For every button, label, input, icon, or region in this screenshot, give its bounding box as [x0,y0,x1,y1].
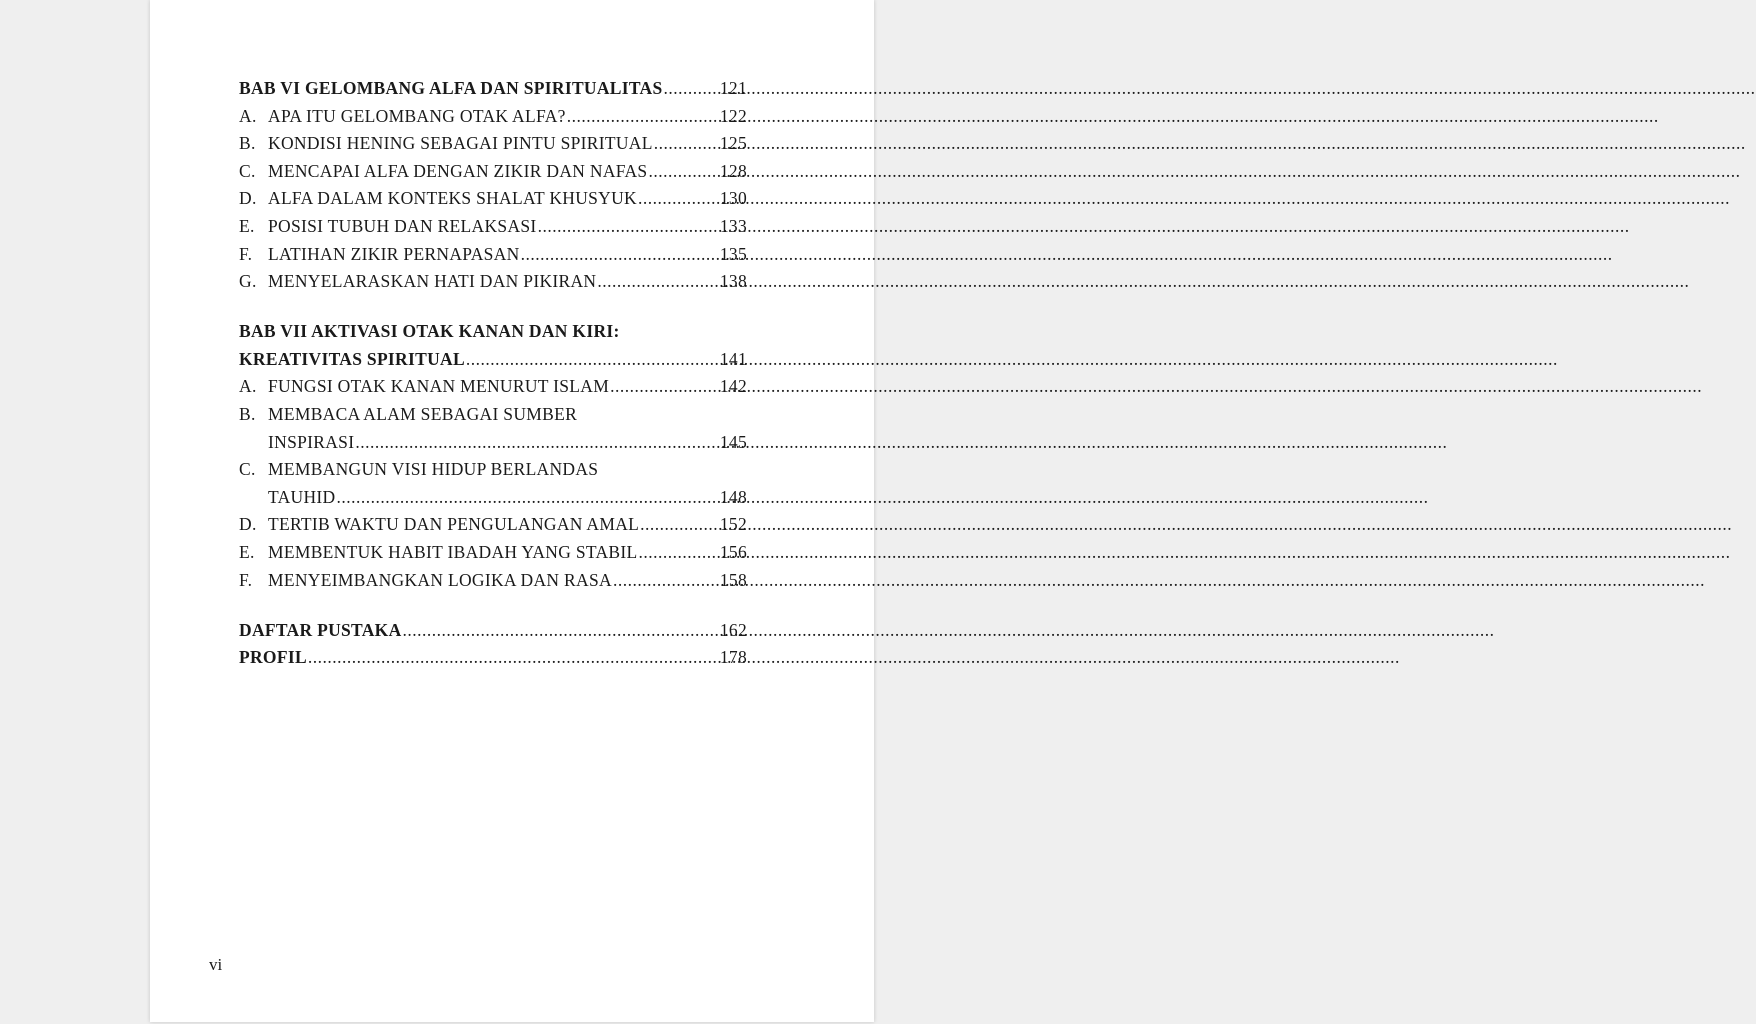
page-reference: 162 [719,619,747,640]
item-letter: B. [239,133,256,154]
item-letter: C. [239,160,256,181]
page-reference: 128 [719,160,747,181]
toc-chapter [239,318,747,594]
chapter-title: PROFIL [239,647,307,668]
page-reference: 138 [719,271,747,292]
page-reference: 142 [719,376,747,397]
chapter-title: KREATIVITAS SPIRITUAL [239,348,465,369]
item-letter: E. [239,215,255,236]
item-letter: F. [239,243,253,264]
toc-entry [239,539,747,567]
item-letter: D. [239,514,257,535]
section-title: INSPIRASI [268,431,355,452]
toc-entry [239,130,747,158]
toc-entry [239,158,747,186]
page-reference: 156 [719,542,747,562]
page-reference: 121 [719,78,747,98]
toc-entry [239,185,747,213]
toc-entry [239,268,747,296]
item-letter: D. [239,188,257,209]
dot-leader [654,130,719,158]
section-title: MENYELARASKAN HATI DAN PIKIRAN [268,271,597,292]
section-title: TERTIB WAKTU DAN PENGULANGAN AMAL [268,514,640,535]
chapter-title: BAB VII AKTIVASI OTAK KANAN DAN KIRI: [239,321,620,342]
section-title: MENCAPAI ALFA DENGAN ZIKIR DAN NAFAS [268,160,648,181]
item-letter: C. [239,459,256,480]
dot-leader [521,241,719,269]
dot-leader [613,567,719,595]
page-reference: 152 [719,514,747,535]
page-reference: 141 [719,348,747,369]
toc-chapter [239,617,747,645]
page-reference: 133 [719,215,747,236]
page-reference: 148 [719,486,747,507]
dot-leader [336,484,718,512]
dot-leader [610,373,719,401]
toc-entry [239,429,747,457]
section-title: MENYEIMBANGKAN LOGIKA DAN RASA [268,569,612,590]
toc-entry [239,567,747,595]
chapter-title: BAB VI GELOMBANG ALFA DAN SPIRITUALITAS [239,78,663,98]
toc-entry [239,511,747,539]
toc-entry [239,401,747,429]
page-reference: 122 [719,105,747,126]
item-letter: A. [239,105,257,126]
toc-chapter [239,644,747,672]
book-page [150,0,874,1022]
page-reference: 178 [719,647,747,668]
dot-leader [538,213,719,241]
section-title: ALFA DALAM KONTEKS SHALAT KHUSYUK [268,188,637,209]
toc-entry [239,103,747,131]
toc-entry [239,456,747,484]
chapter-heading [239,75,747,103]
section-title: MEMBACA ALAM SEBAGAI SUMBER [268,404,578,425]
dot-leader [648,158,718,186]
page-reference: 130 [719,188,747,209]
toc-entry [239,213,747,241]
toc-entry [239,484,747,512]
section-title: POSISI TUBUH DAN RELAKSASI [268,215,537,236]
section-title: KONDISI HENING SEBAGAI PINTU SPIRITUAL [268,133,653,154]
chapter-heading [239,318,747,346]
section-title: MEMBANGUN VISI HIDUP BERLANDAS [268,459,599,480]
dot-leader [567,103,719,131]
dot-leader [638,185,719,213]
toc-entry [239,373,747,401]
item-letter: F. [239,569,253,590]
table-of-contents [239,75,747,672]
chapter-heading [239,617,747,645]
dot-leader [355,429,719,457]
chapter-heading [239,644,747,672]
item-letter: G. [239,271,257,292]
item-letter: E. [239,542,255,562]
section-title: MEMBENTUK HABIT IBADAH YANG STABIL [268,542,638,562]
section-title: LATIHAN ZIKIR PERNAPASAN [268,243,520,264]
chapter-heading [239,346,747,374]
chapter-title: DAFTAR PUSTAKA [239,619,402,640]
section-title: TAUHID [268,486,336,507]
item-letter: A. [239,376,257,397]
toc-chapter [239,75,747,296]
dot-leader [664,75,719,103]
toc-entry [239,241,747,269]
item-letter: B. [239,404,256,425]
section-title: FUNGSI OTAK KANAN MENURUT ISLAM [268,376,610,397]
page-reference: 135 [719,243,747,264]
page-reference: 125 [719,133,747,154]
dot-leader [308,644,719,672]
page-reference: 158 [719,569,747,590]
dot-leader [403,617,719,645]
dot-leader [639,539,719,567]
dot-leader [466,346,719,374]
dot-leader [640,511,719,539]
page-reference: 145 [719,431,747,452]
page-number: vi [209,955,223,974]
dot-leader [597,268,718,296]
section-title: APA ITU GELOMBANG OTAK ALFA? [268,105,566,126]
